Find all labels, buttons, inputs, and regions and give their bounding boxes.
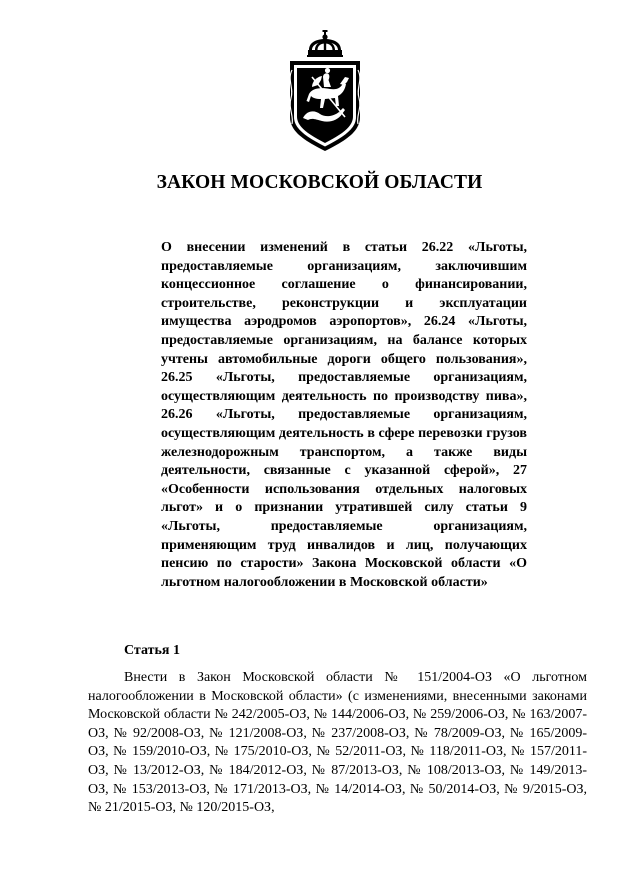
article-body-paragraph: Внести в Закон Московской области № 151/2004-ОЗ «О льготном налогообложении в Московской области» (с изменениями, внесенными законами Московской области № 242/2005-ОЗ, № 144/2006-ОЗ, № 259/2006-ОЗ, № 163/2007-ОЗ, № 92/2008-ОЗ, № 121/2008-ОЗ, № 237/2008-ОЗ, № 78/2009-ОЗ, № 165/2009-ОЗ, № 159/2010-ОЗ, № 175/2010-ОЗ, № 52/2011-ОЗ, № 118/2011-ОЗ, № 157/2011-ОЗ, № 13/2012-ОЗ, № 184/2012-ОЗ, № 87/2013-ОЗ, № 108/2013-ОЗ, № 149/2013-ОЗ, № 153/2013-ОЗ, № 171/2013-ОЗ, № 14/2014-ОЗ, № 50/2014-ОЗ, № 9/2015-ОЗ, № 21/2015-ОЗ, № 120/2015-ОЗ, (88, 670, 587, 816)
coat-of-arms-icon (285, 30, 365, 155)
article-heading: Статья 1 (124, 643, 180, 658)
law-title: ЗАКОН МОСКОВСКОЙ ОБЛАСТИ (156, 172, 483, 193)
law-subject-paragraph: О внесении изменений в статьи 26.22 «Льготы, предоставляемые организациям, заключившим концессионное соглашение о финансировании, строительстве, реконструкции и эксплуатации имущества аэродромов аэропортов», 26.24 «Льготы, предоставляемые организациям, на балансе которых учтены автомобильные дороги общего пользования», 26.25 «Льготы, предоставляемые организациям, осуществляющим деятельность по производству пива», 26.26 «Льготы, предоставляемые организациям, осуществляющим деятельность в сфере перевозки грузов железнодорожным транспортом, а также виды деятельности, связанные с указанной сферой», 27 «Особенности использования отдельных налоговых льгот» и о признании утратившей силу статьи 9 «Льготы, предоставляемые организациям, применяющим труд инвалидов и лиц, получающих пенсию по старости» Закона Московской области «О льготном налогообложении в Московской области» (161, 240, 527, 590)
